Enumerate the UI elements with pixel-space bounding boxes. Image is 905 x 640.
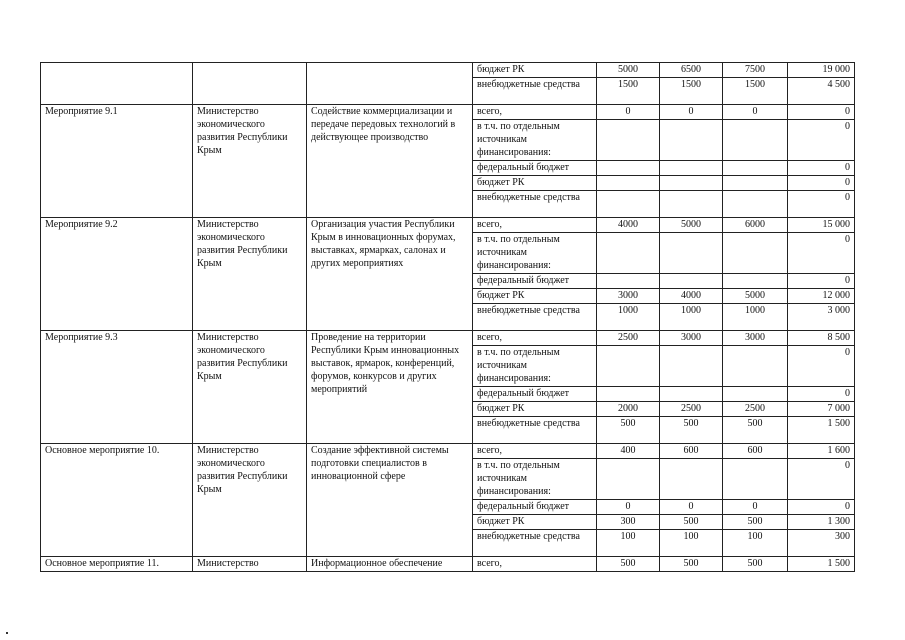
activity-cell: Основное мероприятие 10. — [41, 444, 193, 557]
year-value-cell: 1000 — [660, 304, 723, 331]
funding-source-cell: федеральный бюджет — [473, 500, 597, 515]
year-value-cell: 100 — [660, 530, 723, 557]
executor-cell: Министерство экономического развития Республики Крым — [193, 444, 307, 557]
table-row — [41, 218, 855, 233]
funding-source-cell: федеральный бюджет — [473, 161, 597, 176]
total-value-cell: 300 — [788, 530, 855, 557]
year-value-cell: 7500 — [723, 63, 788, 78]
total-value-cell: 0 — [788, 387, 855, 402]
year-value-cell — [597, 161, 660, 176]
year-value-cell: 0 — [597, 500, 660, 515]
funding-source-cell: в т.ч. по отдельным источникам финансирования: — [473, 120, 597, 161]
year-value-cell: 600 — [660, 444, 723, 459]
year-value-cell: 0 — [723, 105, 788, 120]
description-cell: Содействие коммерциализации и передаче передовых технологий в действующее производство — [307, 105, 473, 218]
year-value-cell — [660, 459, 723, 500]
funding-source-cell: в т.ч. по отдельным источникам финансирования: — [473, 346, 597, 387]
funding-source-cell: бюджет РК — [473, 176, 597, 191]
year-value-cell: 500 — [723, 417, 788, 444]
description-cell: Организация участия Республики Крым в инновационных форумах, выставках, ярмарках, салонах и других мероприятиях — [307, 218, 473, 331]
total-value-cell: 0 — [788, 459, 855, 500]
funding-source-cell: внебюджетные средства — [473, 530, 597, 557]
year-value-cell: 3000 — [660, 331, 723, 346]
funding-source-cell: федеральный бюджет — [473, 274, 597, 289]
total-value-cell: 12 000 — [788, 289, 855, 304]
year-value-cell: 500 — [723, 557, 788, 572]
funding-source-cell: внебюджетные средства — [473, 304, 597, 331]
year-value-cell: 100 — [723, 530, 788, 557]
year-value-cell: 1500 — [597, 78, 660, 105]
year-value-cell — [723, 274, 788, 289]
activity-cell — [41, 63, 193, 105]
year-value-cell — [660, 274, 723, 289]
year-value-cell: 2000 — [597, 402, 660, 417]
total-value-cell: 15 000 — [788, 218, 855, 233]
table-row — [41, 63, 855, 78]
year-value-cell: 1000 — [723, 304, 788, 331]
total-value-cell: 1 300 — [788, 515, 855, 530]
year-value-cell: 1500 — [660, 78, 723, 105]
year-value-cell — [597, 176, 660, 191]
year-value-cell — [597, 120, 660, 161]
year-value-cell: 6500 — [660, 63, 723, 78]
executor-cell: Министерство экономического развития Республики Крым — [193, 105, 307, 218]
year-value-cell — [723, 233, 788, 274]
total-value-cell: 0 — [788, 120, 855, 161]
year-value-cell: 5000 — [723, 289, 788, 304]
document-page — [40, 62, 855, 572]
year-value-cell: 400 — [597, 444, 660, 459]
year-value-cell: 500 — [723, 515, 788, 530]
year-value-cell: 300 — [597, 515, 660, 530]
year-value-cell: 0 — [723, 500, 788, 515]
budget-table-body — [41, 63, 855, 572]
year-value-cell: 1000 — [597, 304, 660, 331]
year-value-cell — [660, 346, 723, 387]
total-value-cell: 0 — [788, 176, 855, 191]
year-value-cell — [597, 387, 660, 402]
year-value-cell — [723, 176, 788, 191]
total-value-cell: 19 000 — [788, 63, 855, 78]
funding-source-cell: бюджет РК — [473, 63, 597, 78]
year-value-cell: 500 — [597, 557, 660, 572]
year-value-cell — [660, 191, 723, 218]
description-cell: Создание эффективной системы подготовки специалистов в инновационной сфере — [307, 444, 473, 557]
total-value-cell: 0 — [788, 346, 855, 387]
total-value-cell: 4 500 — [788, 78, 855, 105]
year-value-cell: 2500 — [723, 402, 788, 417]
year-value-cell: 6000 — [723, 218, 788, 233]
year-value-cell: 500 — [660, 557, 723, 572]
year-value-cell — [723, 387, 788, 402]
total-value-cell: 1 500 — [788, 557, 855, 572]
executor-cell: Министерство экономического развития Республики Крым — [193, 218, 307, 331]
total-value-cell: 0 — [788, 233, 855, 274]
year-value-cell — [723, 346, 788, 387]
year-value-cell — [660, 161, 723, 176]
year-value-cell — [660, 120, 723, 161]
total-value-cell: 0 — [788, 191, 855, 218]
year-value-cell: 2500 — [597, 331, 660, 346]
year-value-cell — [723, 120, 788, 161]
year-value-cell — [597, 274, 660, 289]
budget-table — [40, 62, 855, 572]
funding-source-cell: в т.ч. по отдельным источникам финансирования: — [473, 459, 597, 500]
total-value-cell: 8 500 — [788, 331, 855, 346]
funding-source-cell: бюджет РК — [473, 289, 597, 304]
total-value-cell: 0 — [788, 274, 855, 289]
funding-source-cell: бюджет РК — [473, 515, 597, 530]
funding-source-cell: всего, — [473, 557, 597, 572]
year-value-cell — [597, 459, 660, 500]
activity-cell: Мероприятие 9.2 — [41, 218, 193, 331]
description-cell: Проведение на территории Республики Крым инновационных выставок, ярмарок, конференций, форумов, конкурсов и других мероприятий — [307, 331, 473, 444]
year-value-cell: 100 — [597, 530, 660, 557]
executor-cell — [193, 63, 307, 105]
year-value-cell: 500 — [660, 515, 723, 530]
funding-source-cell: внебюджетные средства — [473, 191, 597, 218]
year-value-cell — [597, 233, 660, 274]
year-value-cell — [723, 459, 788, 500]
total-value-cell: 0 — [788, 105, 855, 120]
total-value-cell: 7 000 — [788, 402, 855, 417]
total-value-cell: 0 — [788, 161, 855, 176]
description-cell: Информационное обеспечение — [307, 557, 473, 572]
year-value-cell: 5000 — [660, 218, 723, 233]
funding-source-cell: всего, — [473, 444, 597, 459]
funding-source-cell: бюджет РК — [473, 402, 597, 417]
year-value-cell: 5000 — [597, 63, 660, 78]
activity-cell: Основное мероприятие 11. — [41, 557, 193, 572]
year-value-cell — [660, 176, 723, 191]
table-row — [41, 444, 855, 459]
funding-source-cell: в т.ч. по отдельным источникам финансирования: — [473, 233, 597, 274]
year-value-cell: 500 — [597, 417, 660, 444]
year-value-cell: 0 — [660, 105, 723, 120]
funding-source-cell: внебюджетные средства — [473, 417, 597, 444]
year-value-cell — [723, 191, 788, 218]
funding-source-cell: всего, — [473, 331, 597, 346]
year-value-cell: 0 — [597, 105, 660, 120]
year-value-cell — [660, 233, 723, 274]
table-row — [41, 105, 855, 120]
year-value-cell: 1500 — [723, 78, 788, 105]
total-value-cell: 0 — [788, 500, 855, 515]
table-row — [41, 331, 855, 346]
activity-cell: Мероприятие 9.3 — [41, 331, 193, 444]
table-row — [41, 557, 855, 572]
year-value-cell: 500 — [660, 417, 723, 444]
funding-source-cell: федеральный бюджет — [473, 387, 597, 402]
year-value-cell: 3000 — [723, 331, 788, 346]
funding-source-cell: внебюджетные средства — [473, 78, 597, 105]
total-value-cell: 1 600 — [788, 444, 855, 459]
scan-speck — [6, 632, 8, 634]
year-value-cell: 2500 — [660, 402, 723, 417]
description-cell — [307, 63, 473, 105]
year-value-cell — [723, 161, 788, 176]
year-value-cell: 4000 — [597, 218, 660, 233]
executor-cell: Министерство экономического развития Республики Крым — [193, 331, 307, 444]
total-value-cell: 3 000 — [788, 304, 855, 331]
year-value-cell — [597, 346, 660, 387]
activity-cell: Мероприятие 9.1 — [41, 105, 193, 218]
year-value-cell: 3000 — [597, 289, 660, 304]
year-value-cell: 600 — [723, 444, 788, 459]
year-value-cell — [660, 387, 723, 402]
year-value-cell: 4000 — [660, 289, 723, 304]
year-value-cell: 0 — [660, 500, 723, 515]
total-value-cell: 1 500 — [788, 417, 855, 444]
funding-source-cell: всего, — [473, 105, 597, 120]
year-value-cell — [597, 191, 660, 218]
executor-cell: Министерство — [193, 557, 307, 572]
funding-source-cell: всего, — [473, 218, 597, 233]
